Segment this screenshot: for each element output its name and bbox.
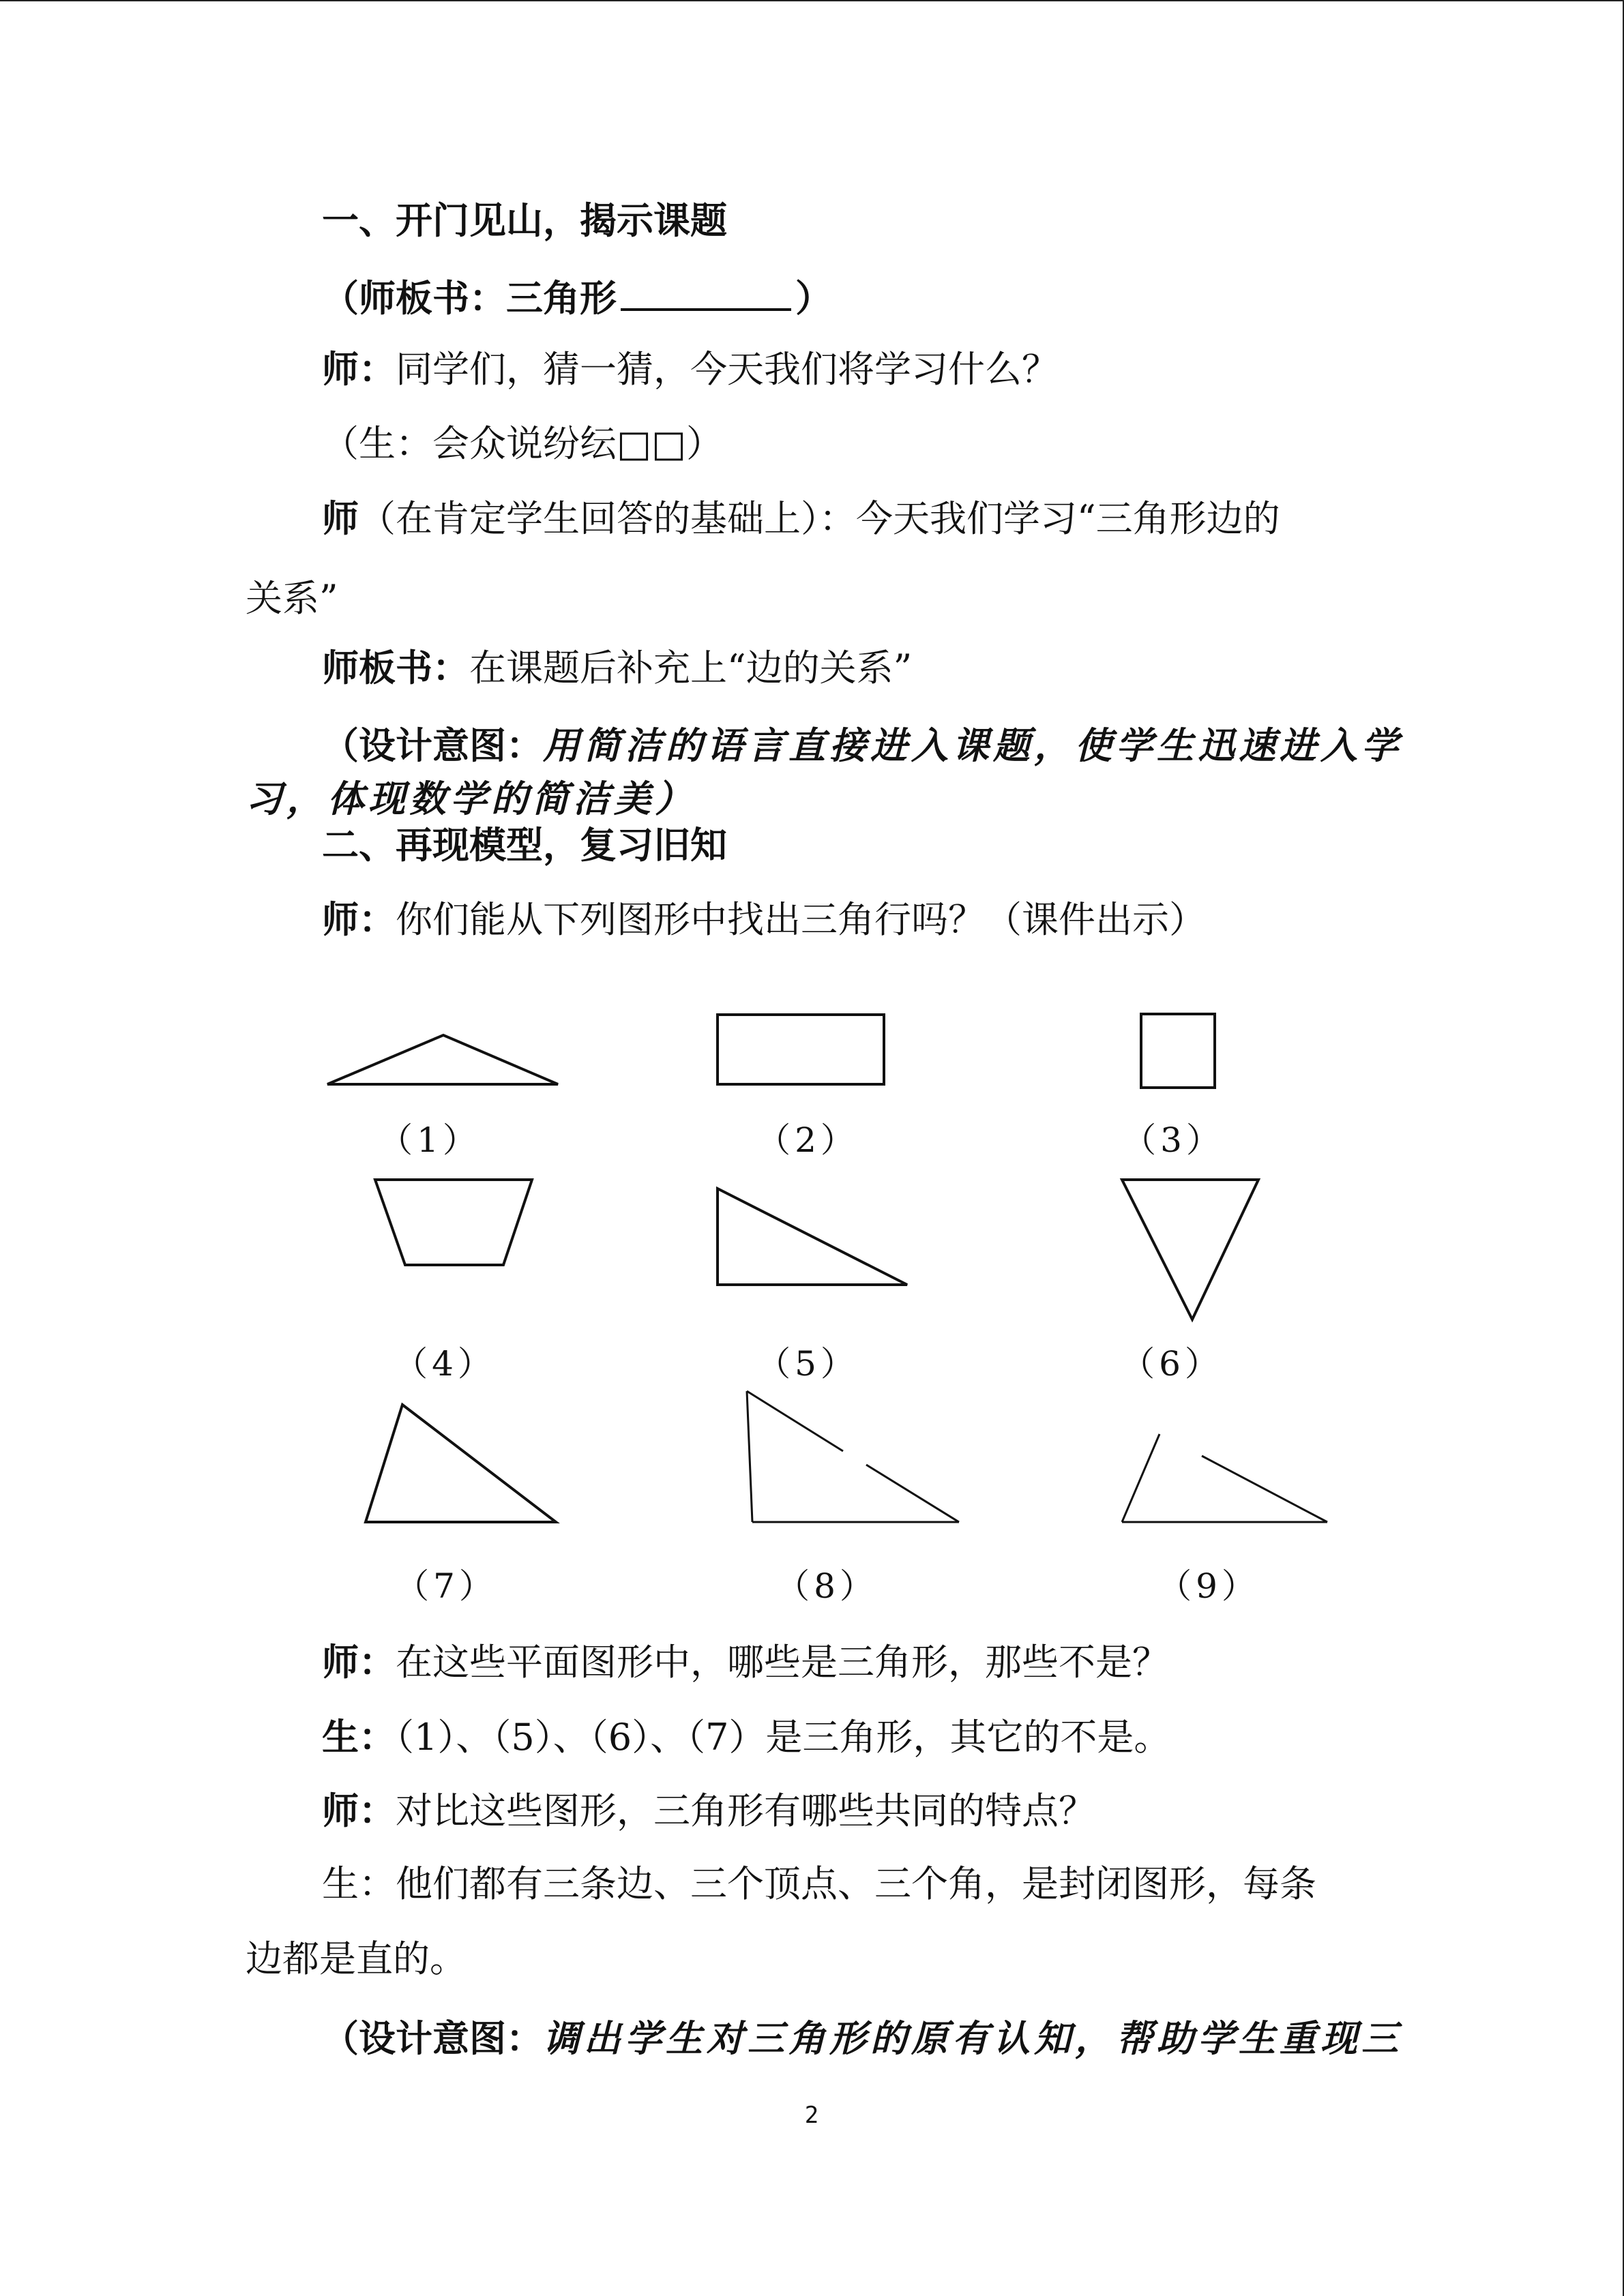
speaker-student: 生： — [322, 1715, 396, 1759]
shape-2-rectangle — [718, 1015, 884, 1084]
speaker-student: 生： — [322, 1862, 396, 1905]
shape-7-triangle — [366, 1405, 556, 1522]
speaker-teacher: 师： — [322, 897, 396, 941]
teacher-paren: （在肯定学生回答的基础上）： — [359, 497, 856, 540]
section1-heading: 一、开门见山，揭示课题 — [322, 198, 727, 242]
student-reply: （生：会众说纷纭□□） — [322, 422, 724, 465]
figure-label-7: （7） — [395, 1566, 497, 1606]
figure-label-3: （3） — [1122, 1120, 1224, 1160]
board-text: 在课题后补充上“边的关系” — [469, 646, 913, 689]
intent-text: 调出学生对三角形的原有认知，帮助学生重现三 — [543, 2016, 1402, 2060]
intent-prefix: （设计意图： — [322, 724, 543, 767]
shape-9-hypotenuse — [1202, 1456, 1327, 1522]
teacher-line-2b: 关系” — [246, 577, 338, 620]
shape-6-inverted-triangle — [1122, 1180, 1258, 1320]
student-answer-2b: 边都是直的。 — [246, 1937, 467, 1980]
teacher-text: 今天我们学习“三角形边的 — [856, 497, 1280, 540]
shape-4-trapezoid — [375, 1180, 532, 1265]
speaker-teacher: 师 — [322, 496, 359, 540]
student-answer-1 — [322, 1714, 1170, 1760]
teacher-text: 同学们，猜一猜，今天我们将学习什么？ — [396, 348, 1059, 391]
student-text: （1）、（5）、（6）、（7）是三角形，其它的不是。 — [396, 1716, 1171, 1759]
figure-label-6: （6） — [1121, 1344, 1223, 1384]
teacher-text: 对比这些图形，三角形有哪些共同的特点？ — [396, 1789, 1095, 1832]
speaker-teacher: 师： — [322, 347, 396, 391]
section2-heading: 二、再现模型，复习旧知 — [322, 823, 727, 867]
figure-label-4: （4） — [394, 1344, 496, 1384]
shape-3-square — [1141, 1014, 1215, 1088]
intent-text: 用简洁的语言直接进入课题，使学生迅速进入学 — [543, 724, 1402, 767]
figure-label-5: （5） — [756, 1344, 859, 1384]
student-answer-2a — [322, 1862, 1316, 1907]
board-note-suffix: ） — [795, 276, 832, 320]
design-intent-1b: 习，体现数学的简洁美） — [246, 777, 696, 820]
shape-8-hyp-lower — [866, 1465, 959, 1522]
shape-1-obtuse-triangle — [327, 1035, 558, 1084]
student-text: 他们都有三条边、三个顶点、三个角，是封闭图形，每条 — [396, 1862, 1316, 1905]
teacher-line-4 — [322, 1788, 1095, 1834]
shape-9-left-side — [1122, 1434, 1160, 1522]
page-number: 2 — [804, 2102, 819, 2129]
teacher-line-3 — [322, 1639, 1169, 1685]
figure-label-2: （2） — [756, 1120, 859, 1160]
design-intent-2 — [322, 2016, 1402, 2061]
figure-label-8: （8） — [776, 1566, 878, 1606]
speaker-teacher-board: 师板书： — [322, 646, 469, 689]
shape-5-right-triangle — [718, 1189, 907, 1285]
figure-label-1: （1） — [379, 1120, 481, 1160]
speaker-teacher: 师： — [322, 1640, 396, 1684]
shape-8-left-side — [747, 1391, 752, 1522]
shape-8-hyp-upper — [747, 1391, 843, 1451]
speaker-teacher: 师： — [322, 1789, 396, 1832]
figure-label-9: （9） — [1157, 1566, 1260, 1606]
intent-prefix: （设计意图： — [322, 2016, 543, 2060]
board-note-prefix: （师板书：三角形 — [322, 276, 617, 320]
teacher-text: 你们能从下列图形中找出三角行吗？（课件出示） — [396, 898, 1206, 941]
teacher-text: 在这些平面图形中，哪些是三角形，那些不是？ — [396, 1641, 1169, 1684]
